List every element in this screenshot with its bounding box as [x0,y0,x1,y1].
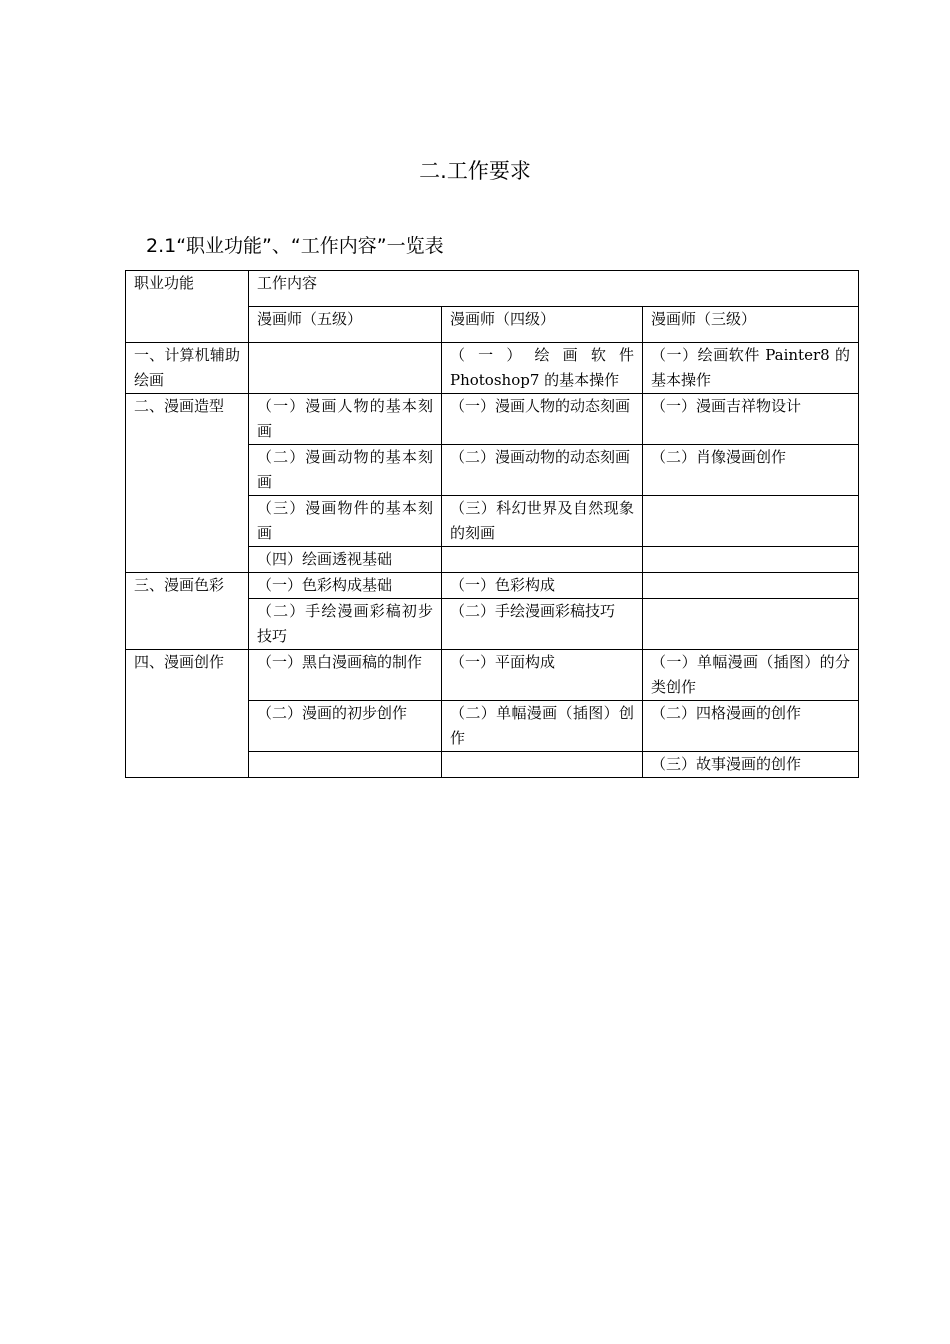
table-row [126,573,859,599]
cell-level-5 [249,343,442,394]
header-level-5: 漫画师（五级） [249,307,442,343]
cell-level-3: （二）肖像漫画创作 [643,445,859,496]
header-level-3: 漫画师（三级） [643,307,859,343]
function-content-table [125,270,859,778]
cell-level-3 [643,573,859,599]
cell-level-5: （三）漫画物件的基本刻画 [249,496,442,547]
cell-level-5 [249,752,442,778]
cell-level-3 [643,599,859,650]
cell-level-3: （二）四格漫画的创作 [643,701,859,752]
cell-level-5: （一）漫画人物的基本刻画 [249,394,442,445]
function-cell: 二、漫画造型 [126,394,249,573]
table-row [126,394,859,445]
cell-level-4: （一）色彩构成 [442,573,643,599]
cell-line: （一）绘画软件 [450,346,634,364]
cell-level-5: （二）漫画动物的基本刻画 [249,445,442,496]
cell-level-4: （一）平面构成 [442,650,643,701]
cell-level-3: （三）故事漫画的创作 [643,752,859,778]
table-header-row [126,271,859,307]
cell-level-5: （四）绘画透视基础 [249,547,442,573]
cell-level-4: （二）手绘漫画彩稿技巧 [442,599,643,650]
cell-level-4 [442,752,643,778]
cell-level-5: （二）漫画的初步创作 [249,701,442,752]
cell-level-3: （一）单幅漫画（插图）的分类创作 [643,650,859,701]
cell-level-3: （一）漫画吉祥物设计 [643,394,859,445]
cell-level-4: （三）科幻世界及自然现象的刻画 [442,496,643,547]
cell-level-4: （二）漫画动物的动态刻画 [442,445,643,496]
table-row [126,650,859,701]
header-level-4: 漫画师（四级） [442,307,643,343]
page-title: 二.工作要求 [419,159,531,183]
cell-level-5: （一）黑白漫画稿的制作 [249,650,442,701]
cell-level-5: （一）色彩构成基础 [249,573,442,599]
header-content: 工作内容 [249,271,859,307]
cell-line: Photoshop7 的基本操作 [450,371,620,389]
cell-level-5: （二）手绘漫画彩稿初步技巧 [249,599,442,650]
cell-level-4: （二）单幅漫画（插图）创作 [442,701,643,752]
cell-level-4: （一）漫画人物的动态刻画 [442,394,643,445]
cell-level-3: （一）绘画软件 Painter8 的基本操作 [643,343,859,394]
function-cell: 一、计算机辅助绘画 [126,343,249,394]
cell-level-4 [442,547,643,573]
section-title: 2.1“职业功能”、“工作内容”一览表 [146,235,444,257]
header-function: 职业功能 [126,271,249,343]
function-cell: 三、漫画色彩 [126,573,249,650]
table-row [126,343,859,394]
cell-level-3 [643,496,859,547]
cell-level-3 [643,547,859,573]
cell-level-4 [442,343,643,394]
function-cell: 四、漫画创作 [126,650,249,778]
